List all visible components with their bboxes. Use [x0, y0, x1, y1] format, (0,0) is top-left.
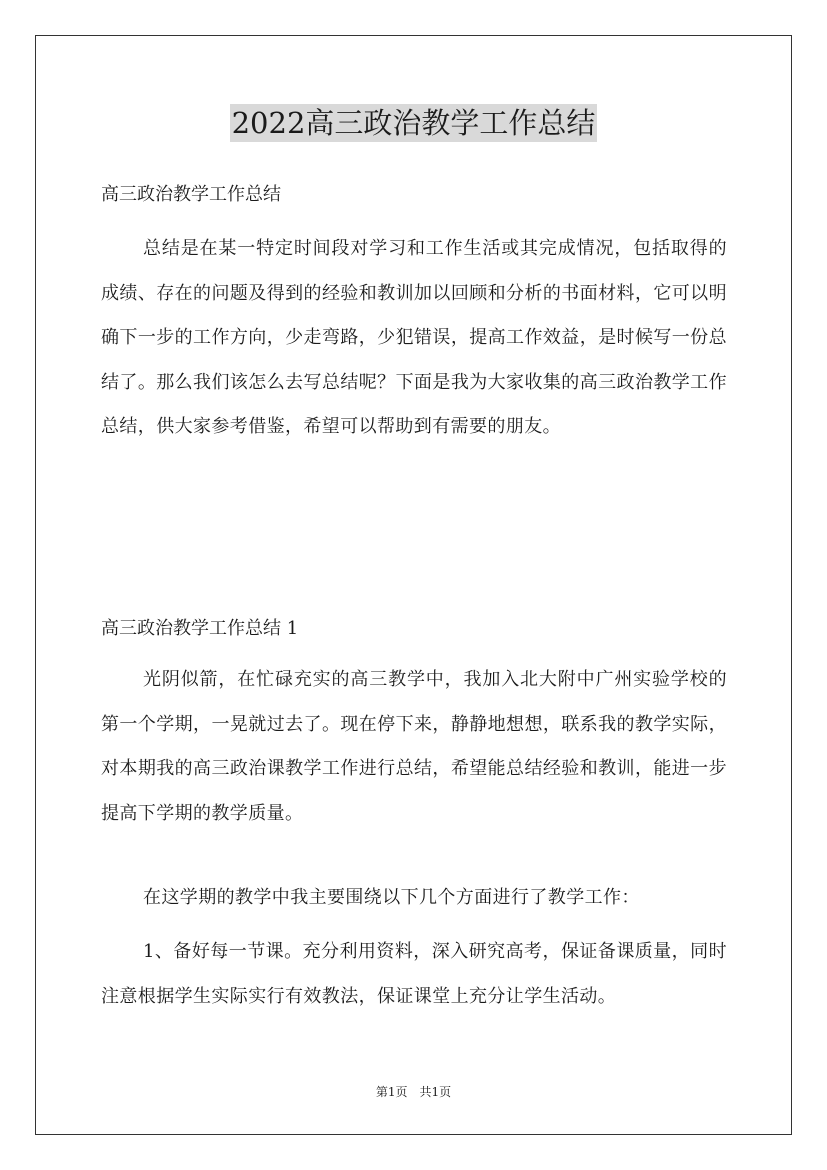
- paragraph-2: 在这学期的教学中我主要围绕以下几个方面进行了教学工作：: [143, 887, 640, 908]
- subtitle: 高三政治教学工作总结: [101, 184, 281, 205]
- paragraph-3: 1、备好每一节课。充分利用资料，深入研究高考，保证备课质量，同时注意根据学生实际实行有效教法，保证课堂上充分让学生活动。: [101, 941, 727, 1007]
- document-title: 2022高三政治教学工作总结: [231, 106, 596, 140]
- section-heading: 高三政治教学工作总结 1: [101, 618, 299, 639]
- paragraph-1: 光阴似箭，在忙碌充实的高三教学中，我加入北大附中广州实验学校的第一个学期，一晃就过去了。现在停下来，静静地想想，联系我的教学实际，对本期我的高三政治课教学工作进行总结，希望能总结经验和教训，能进一步提高下学期的教学质量。: [101, 669, 727, 824]
- intro-paragraph: 总结是在某一特定时间段对学习和工作生活或其完成情况，包括取得的成绩、存在的问题及得到的经验和教训加以回顾和分析的书面材料，它可以明确下一步的工作方向，少走弯路，少犯错误，提高工作效益，是时候写一份总结了。那么我们该怎么去写总结呢？下面是我为大家收集的高三政治教学工作总结，供大家参考借鉴，希望可以帮助到有需要的朋友。: [101, 238, 727, 438]
- page-footer: 第1页 共1页: [375, 1085, 452, 1099]
- document-title-wrapper: [0, 104, 827, 142]
